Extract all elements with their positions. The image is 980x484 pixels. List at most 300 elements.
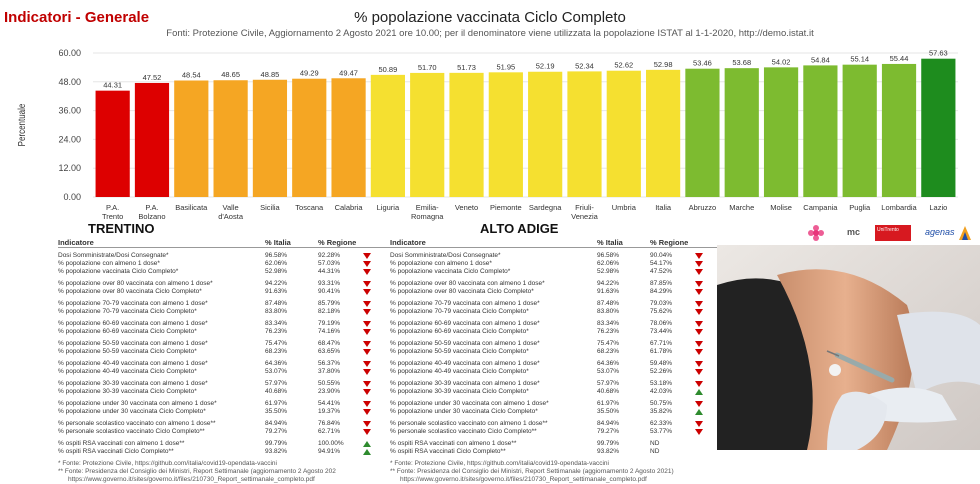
x-tick-label: Friuli- [575,203,594,212]
y-tick-label: 0.00 [63,192,81,202]
x-tick-label: Valle [222,203,239,212]
flower-logo-icon [805,224,827,242]
bar-value-label: 51.70 [417,62,437,72]
indicator-label: % personale scolastico vaccinato Ciclo Completo** [390,428,537,435]
table-row [58,300,403,308]
bar-value-label: 52.19 [535,61,555,71]
bar [214,80,248,197]
x-tick-label: Toscana [295,203,324,212]
table-row [390,428,735,436]
table-group [58,380,403,396]
table-row [390,328,735,336]
regione-value: 93.31% [318,280,341,287]
italia-value: 87.48% [265,300,288,307]
indicator-label: % popolazione vaccinata Ciclo Completo* [58,268,179,275]
agenas-logo: agenas [925,227,955,237]
footnote: * Fonte: Protezione Civile, https://github.com/italia/covid19-opendata-vaccini [58,460,277,467]
italia-value: 83.80% [597,308,620,315]
bar [843,65,877,197]
bar [135,83,169,197]
table-group [390,440,735,456]
indicator-label: % popolazione con almeno 1 dose* [390,260,492,267]
trend-down-icon [695,253,703,259]
x-tick-label: Sardegna [528,203,562,212]
x-tick-label: Romagna [410,212,444,221]
regione-value: 56.37% [318,360,341,367]
trend-down-icon [363,401,371,407]
italia-value: 79.27% [597,428,620,435]
x-tick-label: P.A. [145,203,159,212]
regione-value: 94.91% [318,448,341,455]
italia-value: 75.47% [265,340,288,347]
regione-value: 68.47% [318,340,341,347]
bar [292,79,326,197]
indicator-label: % popolazione 70-79 vaccinata Ciclo Completo* [58,308,197,315]
regione-value: 54.41% [318,400,341,407]
indicator-label: % popolazione under 30 vaccinata con almeno 1 dose* [390,400,549,407]
vaccination-photo-image [717,245,980,450]
table-group [390,340,735,356]
footnote: ** Fonte: Presidenza del Consiglio dei Ministri, Report Settimanale (aggiornamento 2 Agosto 2021) [390,468,674,475]
mc-logo: mc [847,227,861,237]
bar-value-label: 53.68 [732,58,752,68]
table-row [58,380,403,388]
trend-down-icon [695,269,703,275]
bar [410,73,444,197]
italia-value: 64.36% [265,360,288,367]
trend-down-icon [695,369,703,375]
trend-down-icon [363,253,371,259]
bar [882,64,916,197]
y-tick-label: 48.00 [58,76,81,87]
regione-value: 73.44% [650,328,673,335]
bar-value-label: 54.84 [810,55,830,65]
bar [803,65,837,197]
x-tick-label: Calabria [334,203,363,212]
trentino-table-body [58,252,403,456]
table-row [58,252,403,260]
italia-value: 96.58% [265,252,288,259]
italia-value: 83.34% [265,320,288,327]
x-tick-label: Basilicata [175,203,208,212]
table-row [58,368,403,376]
indicator-label: % ospiti RSA vaccinati Ciclo Completo** [58,448,174,455]
indicator-label: % popolazione 60-69 vaccinata con almeno 1 dose* [390,320,540,327]
bar-value-label: 51.95 [496,62,516,72]
col-italia: % Italia [597,238,623,247]
table-row [58,268,403,276]
x-tick-label: Emilia- [415,203,439,212]
table-group [58,300,403,316]
italia-value: 91.63% [597,288,620,295]
x-tick-label: Marche [729,203,755,212]
table-row [58,388,403,396]
table-row [58,420,403,428]
italia-value: 96.58% [597,252,620,259]
bar [174,81,208,197]
trend-down-icon [695,349,703,355]
trend-down-icon [363,289,371,295]
x-tick-label: Piemonte [489,203,522,212]
trend-down-icon [363,281,371,287]
indicator-label: % popolazione 70-79 vaccinata con almeno 1 dose* [58,300,208,307]
table-group [58,360,403,376]
table-group [390,252,735,276]
trend-down-icon [695,381,703,387]
indicator-label: % popolazione 40-49 vaccinata Ciclo Completo* [390,368,529,375]
regione-value: 78.06% [650,320,673,327]
page-title: Indicatori - Generale [4,9,150,26]
footnote: https://www.governo.it/sites/governo.it/files/210730_Report_settimanale_completo.pdf [400,476,647,483]
trend-down-icon [695,341,703,347]
regione-value: 59.48% [650,360,673,367]
bar [646,70,680,197]
bar-value-label: 44.31 [103,80,123,90]
italia-value: 99.79% [265,440,288,447]
bar [489,72,523,197]
table-row [58,360,403,368]
table-row [390,320,735,328]
table-group [390,320,735,336]
trend-down-icon [363,421,371,427]
bar-value-label: 57.63 [928,48,948,58]
bar-value-label: 48.65 [221,70,241,80]
trend-up-icon [363,441,371,447]
chart-subtitle: Fonti: Protezione Civile, Aggiornamento 2 Agosto 2021 ore 10.00; per il denominatore viene utilizzata la popolazione ISTAT al 1-1-2020, http://demo.istat.it [166,28,814,39]
italia-value: 93.82% [597,448,620,455]
table-group [58,400,403,416]
table-row [58,348,403,356]
col-indicatore: Indicatore [390,238,426,247]
trend-down-icon [695,421,703,427]
indicator-label: % popolazione under 30 vaccinata Ciclo Completo* [390,408,538,415]
regione-value: 84.29% [650,288,673,295]
table-group [58,440,403,456]
x-tick-label: Campania [803,203,838,212]
bar-value-label: 47.52 [142,72,162,82]
trentino-title: TRENTINO [88,221,155,236]
table-row [58,328,403,336]
trend-down-icon [363,409,371,415]
trend-down-icon [363,429,371,435]
indicator-label: % ospiti RSA vaccinati Ciclo Completo** [390,448,506,455]
indicator-label: % popolazione over 80 vaccinata con almeno 1 dose* [390,280,545,287]
table-row [390,400,735,408]
bar [685,69,719,197]
x-tick-label: P.A. [106,203,120,212]
x-tick-label: Venezia [571,212,598,221]
y-tick-label: 12.00 [58,163,81,174]
trentino-table-header [58,236,403,248]
regione-value: 74.16% [318,328,341,335]
trend-down-icon [695,309,703,315]
indicator-label: % popolazione under 30 vaccinata con almeno 1 dose* [58,400,217,407]
bar-value-label: 52.34 [575,61,594,71]
bar [96,91,130,197]
x-tick-label: Veneto [454,203,479,212]
x-tick-label: Umbria [611,203,636,212]
table-row [390,288,735,296]
x-tick-label: Sicilia [260,203,280,212]
indicator-label: % popolazione 50-59 vaccinata con almeno 1 dose* [390,340,540,347]
trend-down-icon [363,321,371,327]
table-group [58,252,403,276]
regione-value: 87.85% [650,280,673,287]
table-group [58,280,403,296]
trend-up-icon [363,449,371,455]
bar-value-label: 50.89 [378,64,398,74]
vaccination-photo [717,245,980,450]
trend-down-icon [363,369,371,375]
indicator-label: % popolazione under 30 vaccinata Ciclo Completo* [58,408,206,415]
table-row [390,360,735,368]
indicator-label: % personale scolastico vaccinato Ciclo Completo** [58,428,205,435]
trend-down-icon [695,361,703,367]
regione-value: 62.71% [318,428,341,435]
bar [764,67,798,197]
table-group [390,300,735,316]
table-row [390,340,735,348]
table-group [390,360,735,376]
regione-value: 90.41% [318,288,341,295]
trend-down-icon [695,281,703,287]
italia-value: 79.27% [265,428,288,435]
table-row [58,400,403,408]
indicator-label: % popolazione over 80 vaccinata Ciclo Completo* [390,288,534,295]
table-row [58,408,403,416]
regione-value: 79.03% [650,300,673,307]
table-row [390,380,735,388]
indicator-label: Dosi Somministrate/Dosi Consegnate* [58,252,169,259]
table-row [390,388,735,396]
trend-up-icon [695,409,703,415]
table-row [390,280,735,288]
regione-value: 44.31% [318,268,341,275]
italia-value: 99.79% [597,440,620,447]
bar-value-label: 55.14 [850,54,870,64]
col-regione: % Regione [318,238,357,247]
x-tick-label: Lazio [929,203,948,212]
regione-value: 57.03% [318,260,341,267]
table-group [390,420,735,436]
bar [253,80,287,197]
table-row [58,280,403,288]
regione-value: 37.80% [318,368,341,375]
indicator-label: % popolazione 30-39 vaccinata Ciclo Completo* [58,388,197,395]
col-regione: % Regione [650,238,689,247]
x-tick-label: d'Aosta [218,212,244,221]
bar [331,78,365,197]
table-group [58,420,403,436]
indicator-label: Dosi Somministrate/Dosi Consegnate* [390,252,501,259]
x-tick-label: Lombardia [881,203,917,212]
indicator-label: % popolazione 30-39 vaccinata Ciclo Completo* [390,388,529,395]
trentino-footnotes [58,460,403,484]
indicator-label: % popolazione vaccinata Ciclo Completo* [390,268,511,275]
y-tick-label: 60.00 [58,48,81,58]
partner-logos [805,224,975,244]
italia-value: 76.23% [597,328,620,335]
table-row [58,260,403,268]
col-italia: % Italia [265,238,291,247]
table-row [58,428,403,436]
italia-value: 93.82% [265,448,288,455]
indicator-label: % popolazione 40-49 vaccinata con almeno 1 dose* [58,360,208,367]
indicator-label: % popolazione 50-59 vaccinata con almeno 1 dose* [58,340,208,347]
italia-value: 40.68% [597,388,620,395]
regione-value: 61.78% [650,348,673,355]
table-row [58,340,403,348]
italia-value: 62.06% [265,260,288,267]
table-group [390,400,735,416]
trend-down-icon [363,301,371,307]
table-group [390,280,735,296]
italia-value: 68.23% [597,348,620,355]
x-tick-label: Liguria [376,203,400,212]
trend-up-icon [695,389,703,395]
italia-value: 91.63% [265,288,288,295]
bar-value-label: 52.98 [653,59,673,69]
table-row [58,440,403,448]
italia-value: 53.07% [597,368,620,375]
indicator-label: % popolazione over 80 vaccinata con almeno 1 dose* [58,280,213,287]
italia-value: 68.23% [265,348,288,355]
x-tick-label: Puglia [849,203,871,212]
italia-value: 87.48% [597,300,620,307]
table-row [390,448,735,456]
italia-value: 57.97% [265,380,288,387]
altoadige-table-header [390,236,735,248]
bar [371,75,405,197]
table-row [58,448,403,456]
indicator-label: % popolazione 40-49 vaccinata Ciclo Completo* [58,368,197,375]
bar-chart [0,40,980,222]
altoadige-table-body [390,252,735,456]
regione-value: 82.18% [318,308,341,315]
italia-value: 75.47% [597,340,620,347]
trend-down-icon [363,349,371,355]
italia-value: 64.36% [597,360,620,367]
x-tick-label: Molise [770,203,792,212]
y-axis-label: Percentuale [16,103,28,147]
table-row [58,308,403,316]
indicator-label: % popolazione 60-69 vaccinata con almeno 1 dose* [58,320,208,327]
table-group [58,340,403,356]
regione-value: ND [650,440,660,447]
regione-value: 85.79% [318,300,341,307]
indicator-label: % popolazione 60-69 vaccinata Ciclo Completo* [58,328,197,335]
table-row [58,320,403,328]
trend-down-icon [363,329,371,335]
regione-value: 100.00% [318,440,344,447]
x-tick-label: Bolzano [138,212,166,221]
regione-value: 53.77% [650,428,673,435]
regione-value: 50.75% [650,400,673,407]
agenas-mark-icon [957,224,973,242]
italia-value: 52.98% [597,268,620,275]
bar-value-label: 48.54 [181,70,201,80]
table-row [390,308,735,316]
indicator-label: % ospiti RSA vaccinati con almeno 1 dose** [390,440,517,447]
trend-down-icon [695,329,703,335]
table-row [390,348,735,356]
indicator-label: % popolazione 50-59 vaccinata Ciclo Completo* [390,348,529,355]
y-tick-label: 24.00 [58,134,81,145]
bar-value-label: 54.02 [771,57,791,67]
table-row [390,420,735,428]
italia-value: 57.97% [597,380,620,387]
italia-value: 94.22% [265,280,288,287]
indicator-label: % popolazione 70-79 vaccinata con almeno 1 dose* [390,300,540,307]
col-indicatore: Indicatore [58,238,94,247]
regione-value: 67.71% [650,340,673,347]
trend-down-icon [695,301,703,307]
regione-value: 79.19% [318,320,341,327]
regione-value: 63.65% [318,348,341,355]
bar [449,73,483,197]
trend-down-icon [363,389,371,395]
indicator-label: % popolazione 50-59 vaccinata Ciclo Completo* [58,348,197,355]
altoadige-title: ALTO ADIGE [480,221,559,236]
regione-value: 53.18% [650,380,673,387]
indicator-label: % popolazione 40-49 vaccinata con almeno 1 dose* [390,360,540,367]
italia-value: 84.94% [597,420,620,427]
regione-value: 42.03% [650,388,673,395]
table-row [390,268,735,276]
footnote: ** Fonte: Presidenza del Consiglio dei Ministri, Report Settimanale (aggiornamento 2 Agosto 202 [58,468,336,475]
regione-value: 92.28% [318,252,341,259]
regione-value: 76.84% [318,420,341,427]
indicator-label: % personale scolastico vaccinato con almeno 1 dose** [390,420,548,427]
italia-value: 83.80% [265,308,288,315]
regione-value: 19.37% [318,408,341,415]
regione-value: 47.52% [650,268,673,275]
table-row [390,252,735,260]
trend-down-icon [695,401,703,407]
x-tick-label: Abruzzo [688,203,717,212]
italia-value: 83.34% [597,320,620,327]
trend-down-icon [695,429,703,435]
regione-value: 62.33% [650,420,673,427]
indicator-label: % ospiti RSA vaccinati con almeno 1 dose** [58,440,185,447]
table-row [390,368,735,376]
table-row [58,288,403,296]
trend-down-icon [363,341,371,347]
regione-value: 23.90% [318,388,341,395]
footnote: https://www.governo.it/sites/governo.it/files/210730_Report_settimanale_completo.pdf [68,476,315,483]
indicator-label: % popolazione 30-39 vaccinata con almeno 1 dose* [58,380,208,387]
bar-value-label: 52.62 [614,60,634,70]
regione-value: 52.26% [650,368,673,375]
italia-value: 40.68% [265,388,288,395]
trend-down-icon [695,321,703,327]
trend-down-icon [695,261,703,267]
trend-down-icon [363,381,371,387]
x-tick-label: Italia [655,203,672,212]
trend-down-icon [363,269,371,275]
bar-value-label: 49.47 [339,68,358,78]
altoadige-footnotes [390,460,735,484]
bar-value-label: 51.73 [457,62,476,72]
table-group [58,320,403,336]
trend-down-icon [363,261,371,267]
table-row [390,260,735,268]
table-row [390,300,735,308]
table-row [390,440,735,448]
italia-value: 35.50% [597,408,620,415]
regione-value: 50.55% [318,380,341,387]
bar [528,72,562,197]
